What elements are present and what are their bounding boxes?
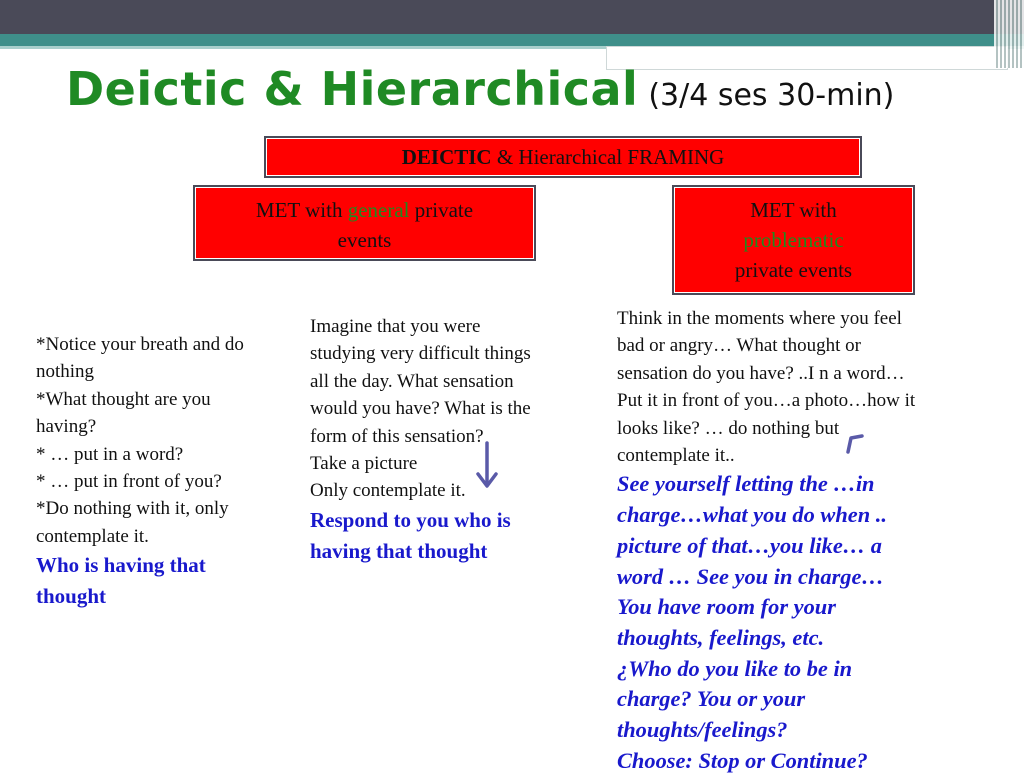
- met-general-line2: events: [337, 228, 392, 252]
- text-line: Take a picture: [310, 453, 418, 475]
- blue-line: thought: [36, 584, 107, 609]
- met-problematic-line1: MET with: [750, 198, 837, 222]
- blue-italic-line: ¿Who do you like to be in: [617, 655, 853, 681]
- text-line: * … put in a word?: [36, 443, 184, 465]
- blue-italic-line: thoughts/feelings?: [617, 717, 788, 743]
- text-line: contemplate it..: [617, 445, 735, 467]
- blue-italic-line: charge? You or your: [617, 686, 806, 712]
- met-general-line1: [195, 195, 534, 225]
- column-general-exercise: [36, 331, 244, 612]
- problematic-word: problematic: [743, 228, 844, 252]
- met-problematic-line3: private events: [734, 258, 853, 282]
- blue-italic-line: charge…what you do when ..: [617, 502, 887, 528]
- blue-italic-line: word … See you in charge…: [617, 563, 884, 589]
- general-word: general: [347, 198, 410, 222]
- blue-italic-line: picture of that…you like… a: [617, 532, 882, 558]
- private-text: private: [409, 198, 474, 222]
- text-line: studying very difficult things: [310, 343, 531, 365]
- down-arrow-icon: [474, 440, 500, 490]
- met-problematic-box: [672, 185, 915, 295]
- deictic-label: DEICTIC: [401, 145, 492, 169]
- text-line: Think in the moments where you feel: [617, 308, 902, 329]
- blue-italic-line: See yourself letting the …in: [617, 471, 875, 497]
- title-main: Deictic & Hierarchical: [66, 62, 639, 116]
- text-line: nothing: [36, 361, 95, 383]
- arrow-mark-icon: [842, 432, 868, 456]
- deictic-framing-box: [264, 136, 862, 178]
- text-line: *Notice your breath and do: [36, 334, 244, 355]
- decorative-stripes: [994, 0, 1024, 68]
- text-line: Imagine that you were: [310, 316, 481, 337]
- text-line: contemplate it.: [36, 525, 149, 547]
- column-problematic-exercise: [617, 305, 915, 776]
- blue-line: Respond to you who is: [310, 507, 511, 532]
- text-line: looks like? … do nothing but: [617, 417, 840, 439]
- text-line: Only contemplate it.: [310, 480, 466, 502]
- title-sub: (3/4 ses 30-min): [648, 78, 895, 113]
- text-line: *Do nothing with it, only: [36, 498, 229, 520]
- top-dark-bar: [0, 0, 1024, 34]
- text-line: having?: [36, 416, 97, 438]
- text-line: bad or angry… What thought or: [617, 335, 861, 357]
- teal-band: [0, 34, 1024, 46]
- blue-italic-line: thoughts, feelings, etc.: [617, 624, 825, 650]
- blue-italic-line: You have room for your: [617, 594, 836, 620]
- text-line: *What thought are you: [36, 388, 211, 410]
- text-line: * … put in front of you?: [36, 471, 222, 493]
- framing-label: & Hierarchical FRAMING: [491, 145, 725, 169]
- text-line: form of this sensation?: [310, 425, 484, 447]
- met-with-text: MET with: [255, 198, 348, 222]
- blue-line: Who is having that: [36, 553, 206, 578]
- text-line: would you have? What is the: [310, 398, 531, 420]
- text-line: sensation do you have? ..I n a word…: [617, 362, 905, 384]
- text-line: all the day. What sensation: [310, 370, 514, 392]
- blue-italic-line: Choose: Stop or Continue?: [617, 747, 868, 773]
- text-line: Put it in front of you…a photo…how it: [617, 390, 916, 412]
- met-general-box: [193, 185, 536, 261]
- blue-line: having that thought: [310, 538, 488, 563]
- slide-title: [66, 62, 894, 116]
